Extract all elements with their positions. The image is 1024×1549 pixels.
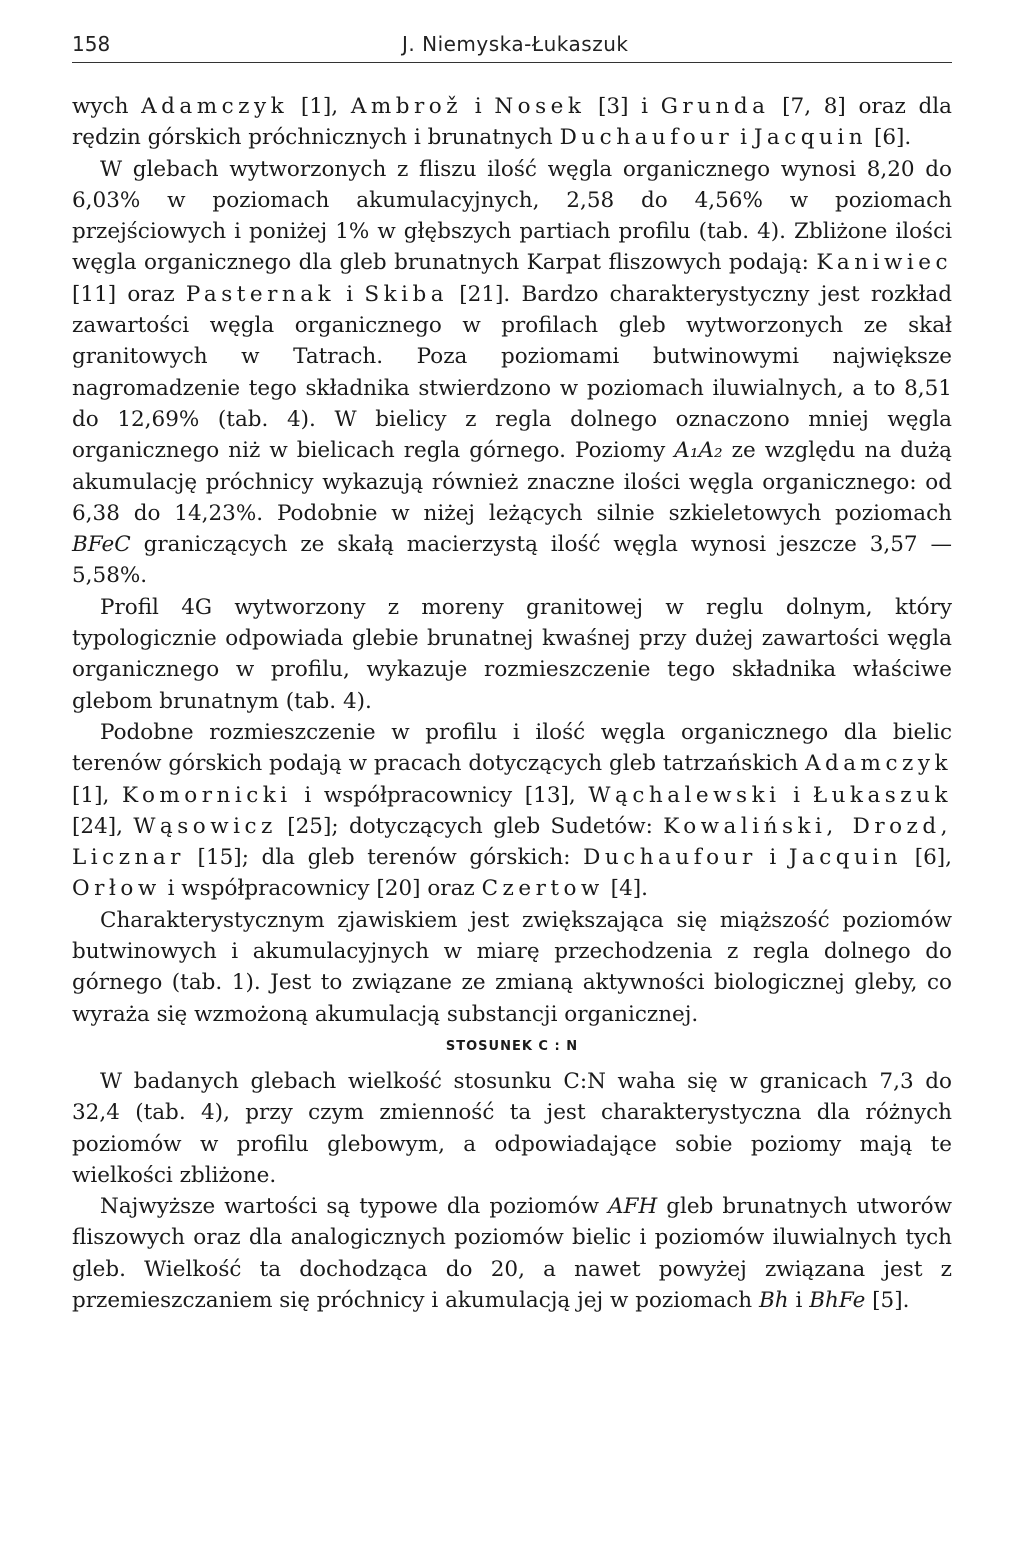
running-head — [72, 30, 952, 60]
text-run: [1], — [288, 94, 351, 119]
italic-term: BhFe — [809, 1287, 866, 1313]
text-run: [25]; dotyczących gleb Sudetów: — [276, 813, 664, 839]
author-name: Kowaliński, Drozd, Licznar — [72, 813, 952, 871]
text-run: i — [756, 845, 789, 871]
author-name: Pasternak — [185, 281, 336, 307]
text-run: i — [788, 1287, 810, 1313]
paragraph — [72, 1066, 952, 1191]
author-name: Skiba — [364, 281, 449, 307]
text-run: W badanych glebach wielkość stosunku C:N waha się w granicach 7,3 do 32,4 (tab. 4), przy czym zmienność ta jest charakterystyczna dla różnych poziomów w profilu glebowym, a odpowiadające sobie poziomy mają te wielkości zbliżone. — [72, 1068, 952, 1188]
paragraph — [72, 1191, 952, 1316]
text-run: i — [733, 125, 754, 151]
text-run: i — [780, 782, 813, 808]
section-heading: STOSUNEK C : N — [445, 1038, 579, 1054]
author-name: Ambrož — [350, 94, 463, 119]
author-name: Komornicki — [121, 782, 292, 808]
author-name: Kaniwiec — [816, 250, 952, 276]
text-run: i współpracownicy [13], — [291, 782, 589, 808]
page — [72, 30, 952, 1316]
text-run: wych — [72, 94, 142, 119]
paragraph — [72, 905, 952, 1030]
running-author: J. Niemyska-Łukaszuk — [402, 32, 629, 56]
italic-term: Bh — [758, 1287, 789, 1313]
italic-term: AFH — [608, 1194, 658, 1220]
paragraph — [72, 91, 952, 154]
paragraphs-after-heading — [72, 1066, 952, 1316]
author-name: Adamczyk — [804, 751, 952, 777]
text-run: [4]. — [603, 876, 648, 902]
author-name: Czertow — [481, 876, 604, 902]
text-run: gleb brunatnych utworów fliszowych oraz dla analogicznych poziomów bielic i poziomów iluwialnych tych gleb. Wielkość ta dochodząca do 20, a nawet powyżej związana jest z przemieszczaniem się próchnicy i akumulacją jej w poziomach — [72, 1194, 952, 1313]
body-text — [72, 91, 952, 1316]
text-run: Profil 4G wytworzony z moreny granitowej w reglu dolnym, który typologicznie odpowiada glebie brunatnej kwaśnej przy dużej zawartości węgla organicznego w profilu, wykazuje rozmieszczenie tego składnika właściwe glebom brunatnym (tab. 4). — [72, 594, 952, 714]
text-run: [7, 8] oraz dla rędzin górskich próchnicznych i brunatnych — [72, 94, 952, 151]
text-run: ze względu na dużą akumulację próchnicy wykazują również znaczne ilości węgla organicznego: od 6,38 do 14,23%. Podobnie w niżej leżących silnie szkieletowych poziomach — [72, 438, 952, 526]
text-run: i — [335, 281, 365, 307]
text-run: [6], — [902, 845, 953, 871]
text-run: i współpracownicy [20] oraz — [160, 876, 482, 902]
paragraph — [72, 717, 952, 905]
header-rule — [72, 62, 952, 63]
text-run: [1], — [72, 782, 122, 808]
author-name: Duchaufour — [559, 125, 734, 151]
text-run: Najwyższe wartości są typowe dla poziomów — [100, 1194, 609, 1220]
italic-term: A₁A₂ — [674, 438, 723, 464]
text-run: [21]. Bardzo charakterystyczny jest rozkład zawartości węgla organicznego w profilach gleb wytworzonych ze skał granitowych w Tatrach. Poza poziomami butwinowymi największe nagromadzenie tego składnika stwierdzono w poziomach iluwialnych, a to 8,51 do 12,69% (tab. 4). W bielicy z regla dolnego oznaczono mniej węgla organicznego niż w bielicach regla górnego. Poziomy — [72, 281, 952, 464]
text-run: i — [462, 94, 495, 119]
text-run: [11] oraz — [72, 281, 186, 307]
text-run: graniczących ze skałą macierzystą ilość węgla wynosi jeszcze 3,57 —5,58%. — [72, 532, 952, 589]
text-run: W glebach wytworzonych z fliszu ilość węgla organicznego wynosi 8,20 do 6,03% w poziomach akumulacyjnych, 2,58 do 4,56% w poziomach przejściowych i poniżej 1% w głębszych partiach profilu (tab. 4). Zbliżone ilości węgla organicznego dla gleb brunatnych Karpat fliszowych podają: — [72, 156, 952, 276]
text-run: Podobne rozmieszczenie w profilu i ilość węgla organicznego dla bielic terenów górskich podają w pracach dotyczących gleb tatrzańskich — [72, 719, 952, 777]
text-run: [5]. — [865, 1287, 910, 1313]
paragraph — [72, 154, 952, 592]
author-name: Adamczyk — [141, 94, 289, 119]
author-name: Jacquin — [753, 125, 868, 151]
text-run: [24], — [72, 813, 134, 839]
author-name: Wąchalewski — [588, 782, 781, 808]
author-name: Łukaszuk — [812, 782, 953, 808]
author-name: Wąsowicz — [133, 813, 277, 839]
author-name: Duchaufour — [583, 845, 757, 871]
italic-term: BFeC — [72, 532, 131, 558]
paragraphs-before-heading — [72, 91, 952, 1030]
text-run: [6]. — [867, 125, 912, 151]
text-run: Charakterystycznym zjawiskiem jest zwiększająca się miąższość poziomów butwinowych i akumulacyjnych w miarę przechodzenia z regla dolnego do górnego (tab. 1). Jest to związane ze zmianą aktywności biologicznej gleby, co wyraża się wzmożoną akumulacją substancji organicznej. — [72, 907, 952, 1027]
author-name: Orłow — [72, 876, 161, 902]
author-name: Jacquin — [788, 845, 903, 871]
page-number: 158 — [72, 32, 111, 56]
text-run: [15]; dla gleb terenów górskich: — [184, 845, 584, 871]
paragraph — [72, 592, 952, 717]
author-name: Grunda — [660, 94, 770, 119]
author-name: Nosek — [494, 94, 586, 119]
text-run: [3] i — [585, 94, 661, 119]
